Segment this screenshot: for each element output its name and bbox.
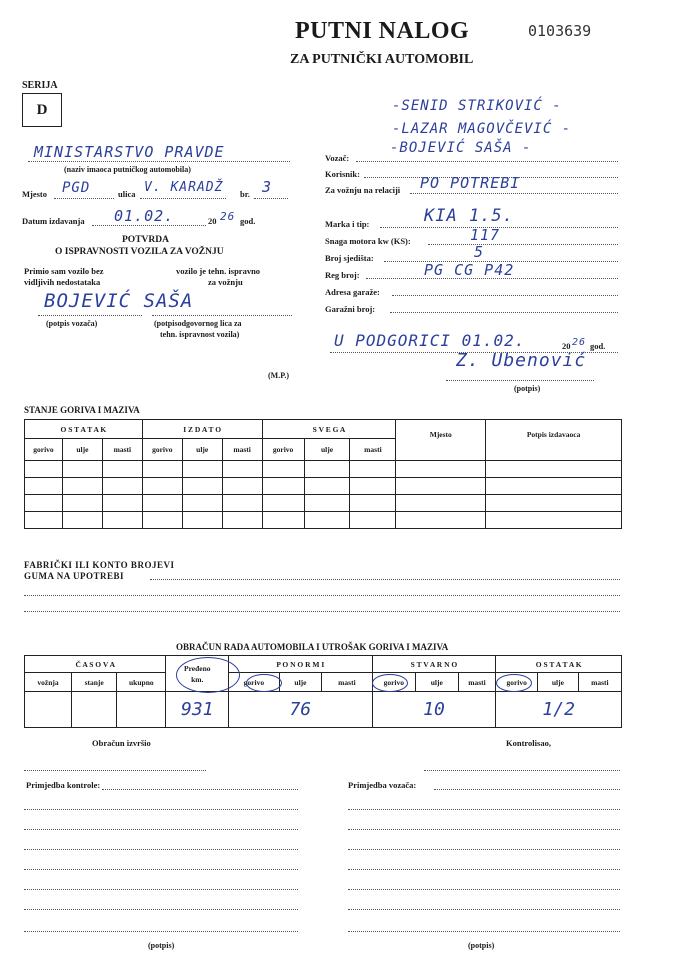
issued-value[interactable]: 01.02. <box>114 207 175 225</box>
received-line-1: Primio sam vozilo bez <box>24 266 104 276</box>
notes-sign-left: (potpis) <box>148 941 175 950</box>
circle-km <box>176 657 240 693</box>
notes-control-label: Primjedba kontrole: <box>26 780 101 790</box>
seats-label: Broj sjedišta: <box>325 253 374 263</box>
fuel-place-header: Mjesto <box>396 420 486 461</box>
calc-remain-value[interactable]: 1/2 <box>496 692 622 728</box>
year-suffix: god. <box>590 341 606 351</box>
issued-label: Datum izdavanja <box>22 216 85 226</box>
calc-sub-cell: masti <box>458 673 496 692</box>
fuel-sub-cell: ulje <box>182 439 222 461</box>
calc-sub-cell: ulje <box>279 673 322 692</box>
reg-label: Reg broj: <box>325 270 360 280</box>
mp-stamp-label: (M.P.) <box>268 371 290 380</box>
fuel-group-remaining: O S T A T A K <box>25 420 143 439</box>
power-label: Snaga motora kw (KS): <box>325 236 411 246</box>
issued-year-value[interactable]: 26 <box>220 210 236 223</box>
place-value[interactable]: PGD <box>62 180 91 196</box>
calc-sub-cell: stanje <box>72 673 117 692</box>
driver-signature[interactable]: BOJEVIĆ SAŠA <box>44 290 194 312</box>
calc-sub-cell: ulje <box>416 673 459 692</box>
circle-actual-fuel <box>372 674 408 692</box>
received-line-2: vidljivih nedostataka <box>24 277 101 287</box>
confirm-title-1: POTVRDA <box>122 235 169 245</box>
reg-value[interactable]: PG CG P42 <box>424 261 515 279</box>
tech-line-2: za vožnju <box>208 277 243 287</box>
series-label: SERIJA <box>22 80 58 91</box>
calc-sub-cell: ulje <box>537 673 578 692</box>
place-date-value[interactable]: U PODGORICI 01.02. <box>334 331 526 350</box>
make-value[interactable]: KIA 1.5. <box>424 206 514 226</box>
calc-calculated-label: Obračun izvršio <box>92 738 151 748</box>
calc-hours-header: Č A S O V A <box>25 656 166 673</box>
calc-sub-cell: masti <box>322 673 372 692</box>
calc-norm-header: P O N O R M I <box>229 656 372 673</box>
calc-sub-cell: ukupno <box>117 673 166 692</box>
power-value[interactable]: 117 <box>470 226 501 244</box>
driver-handwritten-2[interactable]: -LAZAR MAGOVČEVIĆ - <box>392 121 572 137</box>
fuel-issuer-header: Potpis izdavaoca <box>486 420 622 461</box>
tires-line-1: FABRIČKI ILI KONTO BROJEVI <box>24 560 175 570</box>
calc-table <box>24 655 622 728</box>
notes-sign-right: (potpis) <box>468 941 495 950</box>
calc-km-line-2: km. <box>191 674 204 684</box>
document-title: PUTNI NALOG <box>295 18 470 44</box>
year-prefix: 20 <box>562 341 571 351</box>
tech-line-1: vozilo je tehn. ispravno <box>176 266 261 276</box>
garage-address-label: Adresa garaže: <box>325 287 380 297</box>
driver-handwritten-1[interactable]: -SENID STRIKOVIĆ - <box>392 98 562 114</box>
circle-remain-fuel <box>496 674 532 692</box>
tech-caption-1: (potpisodgovornog lica za <box>154 319 242 328</box>
calc-sub-cell: gorivo <box>496 673 538 692</box>
fuel-sub-cell: ulje <box>62 439 102 461</box>
number-value[interactable]: 3 <box>262 178 273 196</box>
garage-number-label: Garažni broj: <box>325 304 376 314</box>
calc-sub-cell: gorivo <box>372 673 415 692</box>
series-box: D <box>22 93 62 127</box>
serial-number: 0103639 <box>528 22 592 40</box>
signature[interactable]: Z. Ubenović <box>456 350 587 371</box>
calc-km-line-1: Pređeno <box>184 663 211 673</box>
route-value[interactable]: PO POTREBI <box>420 174 521 192</box>
number-label: br. <box>240 189 250 199</box>
driver-sign-caption: (potpis vozača) <box>46 319 98 328</box>
notes-driver-label: Primjedba vozača: <box>348 780 417 790</box>
fuel-sub-cell: gorivo <box>142 439 182 461</box>
owner-value[interactable]: MINISTARSTVO PRAVDE <box>34 143 225 161</box>
tech-caption-2: tehn. ispravnost vozila) <box>160 330 240 339</box>
year-value[interactable]: 26 <box>572 337 587 348</box>
fuel-group-total: S V E G A <box>262 420 396 439</box>
calc-sub-cell: masti <box>578 673 621 692</box>
calc-sub-cell: vožnja <box>25 673 72 692</box>
fuel-sub-cell: ulje <box>304 439 350 461</box>
street-label: ulica <box>118 189 136 199</box>
issued-year-prefix: 20 <box>208 216 217 226</box>
calc-checked-label: Kontrolisao, <box>506 738 551 748</box>
user-label: Korisnik: <box>325 169 360 179</box>
driver-label: Vozač: <box>325 153 350 163</box>
circle-norm-fuel <box>246 674 282 692</box>
calc-actual-value[interactable]: 10 <box>372 692 496 728</box>
confirm-title-2: O ISPRAVNOSTI VOZILA ZA VOŽNJU <box>55 247 224 257</box>
fuel-sub-cell: gorivo <box>25 439 63 461</box>
calc-sub-cell: gorivo <box>229 673 280 692</box>
document-subtitle: ZA PUTNIČKI AUTOMOBIL <box>290 52 474 67</box>
seats-value[interactable]: 5 <box>474 243 485 261</box>
calc-remain-header: O S T A T A K <box>496 656 622 673</box>
calc-title: OBRAČUN RADA AUTOMOBILA I UTROŠAK GORIVA I MAZIVA <box>176 642 449 652</box>
street-value[interactable]: V. KARADŽ <box>144 180 224 195</box>
issued-suffix: god. <box>240 216 256 226</box>
fuel-sub-cell: masti <box>222 439 262 461</box>
tires-line-2: GUMA NA UPOTREBI <box>24 571 125 581</box>
make-label: Marka i tip: <box>325 219 370 229</box>
owner-caption: (naziv imaoca putničkog automobila) <box>64 165 191 174</box>
fuel-title: STANJE GORIVA I MAZIVA <box>24 405 140 415</box>
place-label: Mjesto <box>22 189 48 199</box>
sign-caption: (potpis) <box>514 384 541 393</box>
calc-norm-value[interactable]: 76 <box>229 692 372 728</box>
route-label: Za vožnju na relaciji <box>325 185 401 195</box>
fuel-sub-cell: masti <box>350 439 396 461</box>
calc-km-value[interactable]: 931 <box>166 692 229 728</box>
driver-handwritten-3[interactable]: -BOJEVIĆ SAŠA - <box>390 140 532 156</box>
fuel-sub-cell: masti <box>102 439 142 461</box>
fuel-table <box>24 419 622 529</box>
fuel-group-issued: I Z D A T O <box>142 420 262 439</box>
calc-actual-header: S T V A R N O <box>372 656 496 673</box>
fuel-sub-cell: gorivo <box>262 439 304 461</box>
